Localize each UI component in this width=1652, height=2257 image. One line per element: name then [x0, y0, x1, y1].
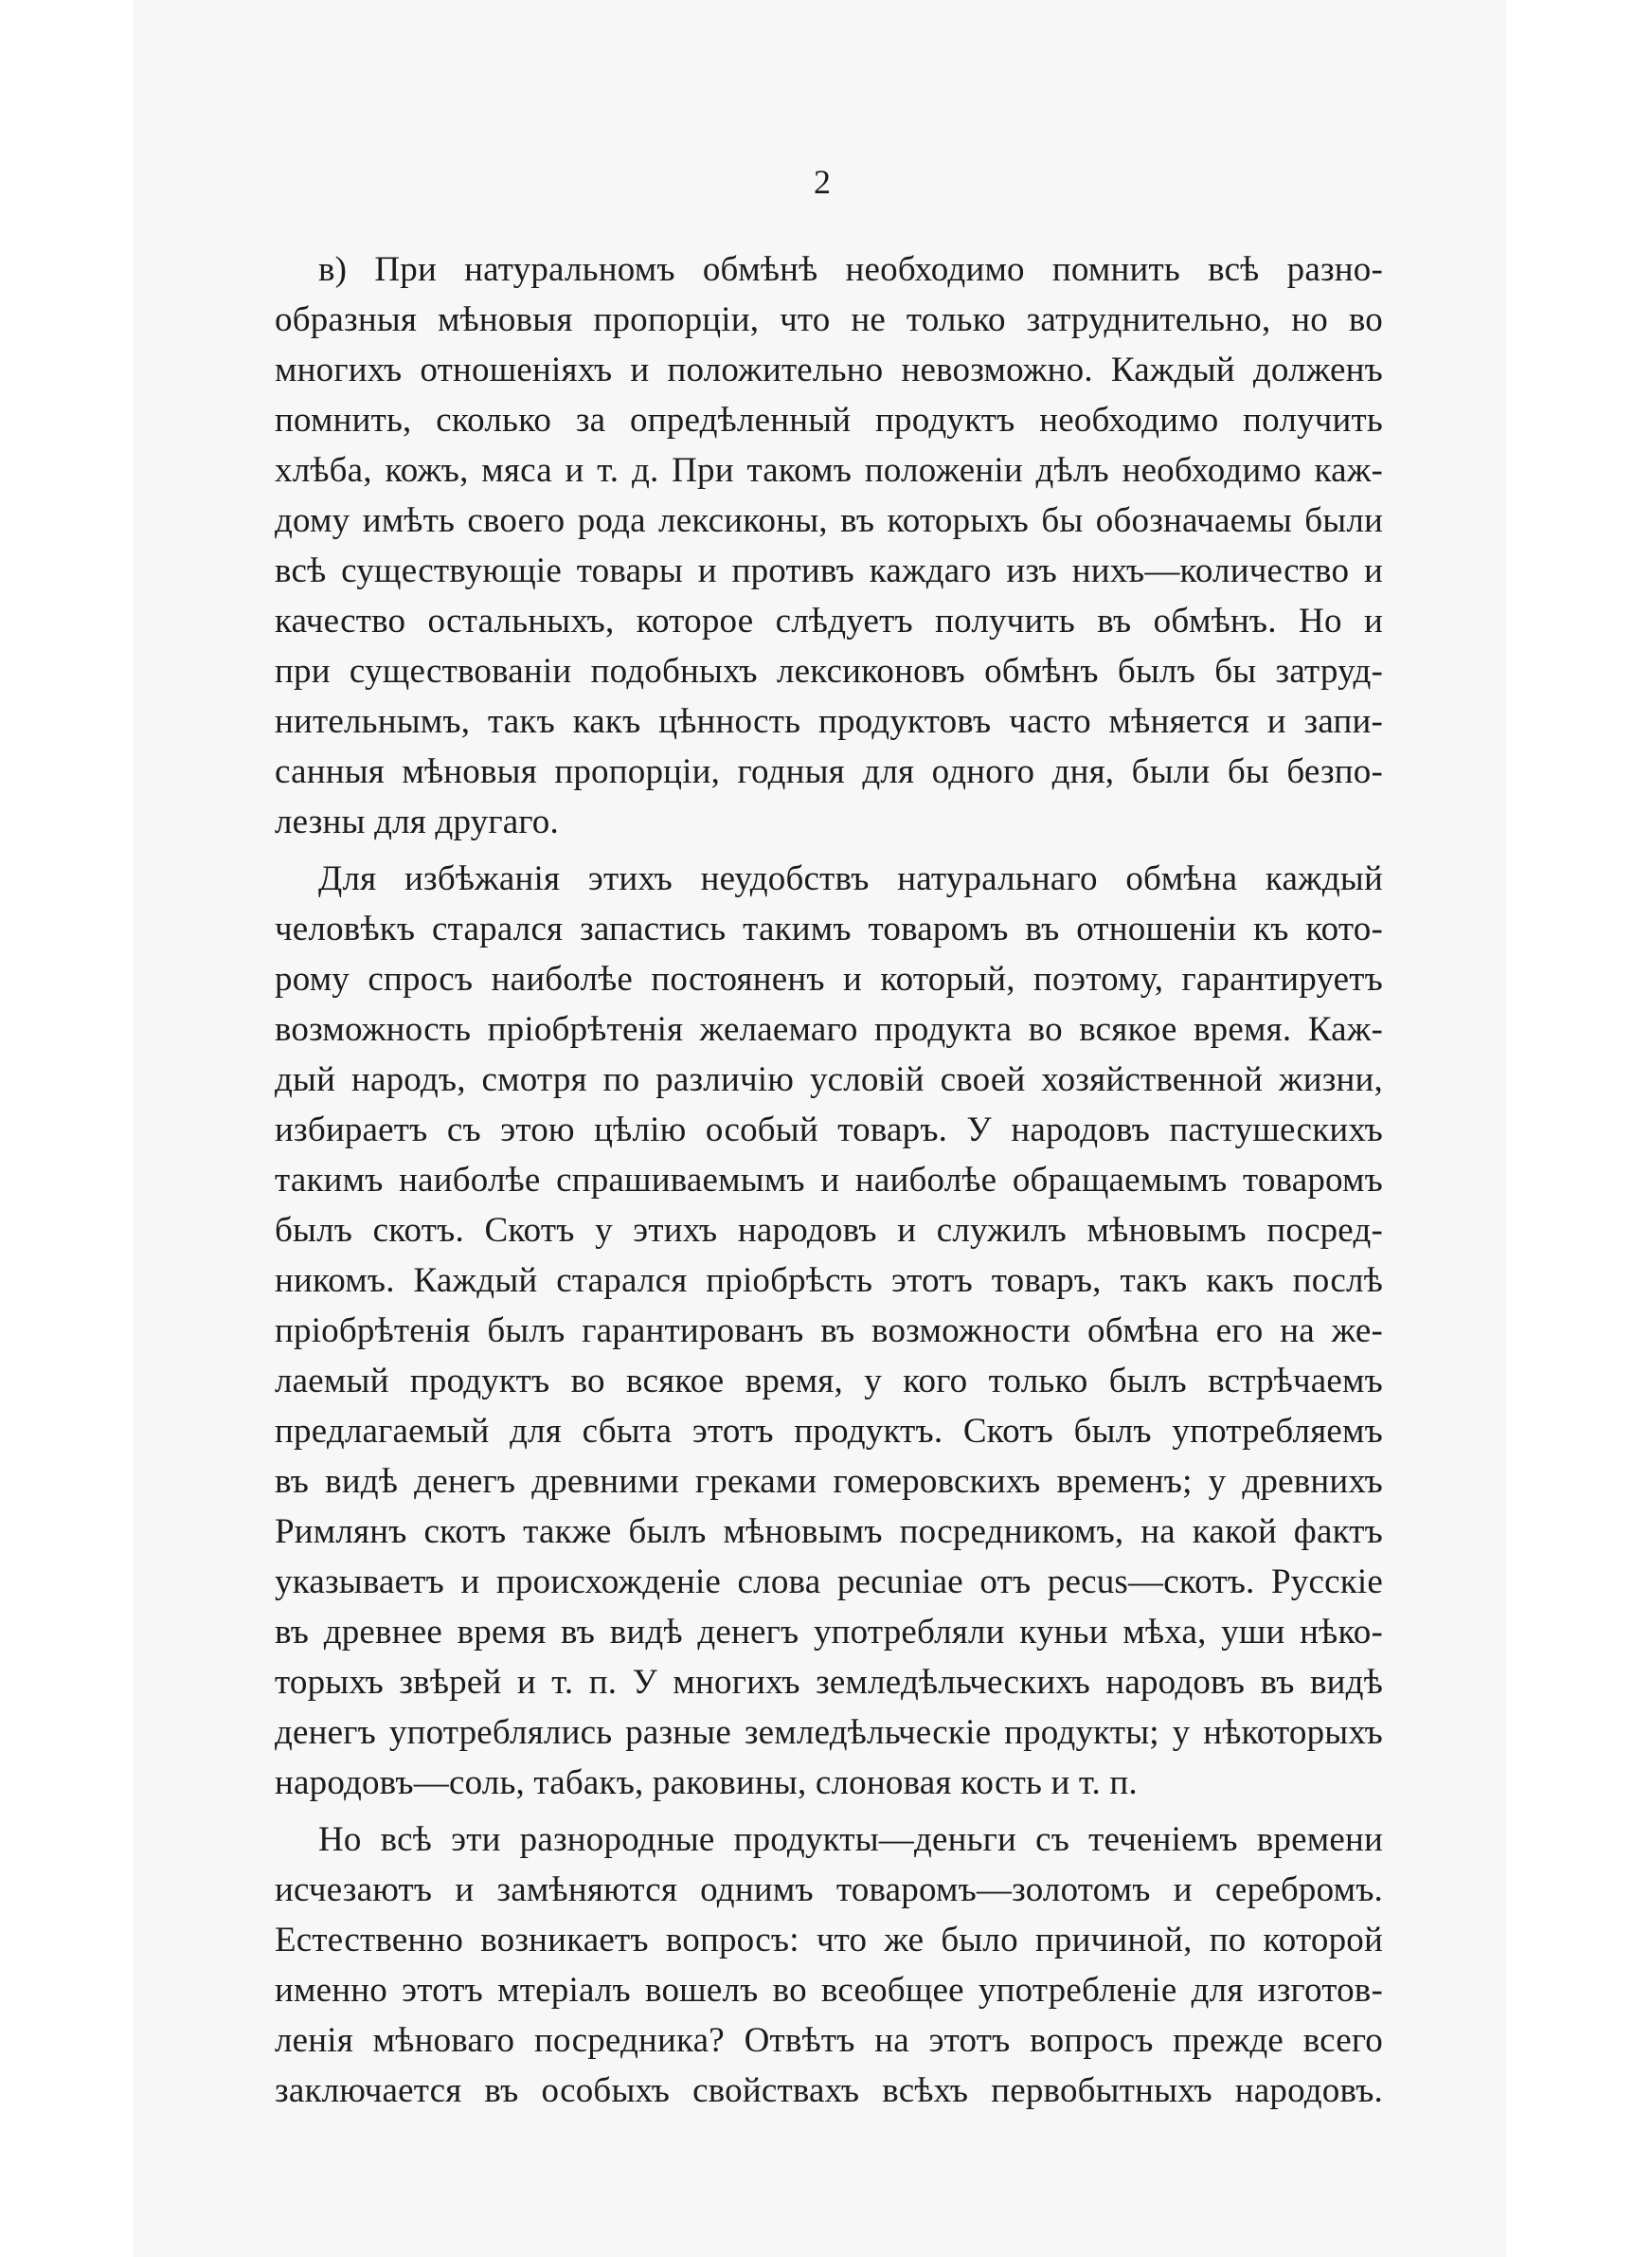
- text-line: торыхъ звѣрей и т. п. У многихъ земледѣльческихъ народовъ въ видѣ: [275, 1663, 1383, 1702]
- text-line: Для избѣжанія этихъ неудобствъ натуральнаго обмѣна каждый: [318, 859, 1383, 898]
- paragraph: [275, 1815, 1383, 2116]
- text-line: человѣкъ старался запастись такимъ товаромъ въ отношеніи къ кото-: [275, 910, 1383, 948]
- text-line: ленія мѣноваго посредника? Отвѣтъ на этотъ вопросъ прежде всего: [275, 2021, 1383, 2060]
- text-line: народовъ—соль, табакъ, раковины, слоновая кость и т. п.: [275, 1763, 1138, 1802]
- text-line: всѣ существующіе товары и противъ каждаго изъ нихъ—количество и: [275, 551, 1383, 590]
- text-line: именно этотъ мтеріалъ вошелъ во всеобщее употребленіе для изготов-: [275, 1971, 1383, 2010]
- text-line: предлагаемый для сбыта этотъ продуктъ. Скотъ былъ употребляемъ: [275, 1412, 1383, 1451]
- text-line: хлѣба, кожъ, мяса и т. д. При такомъ положеніи дѣлъ необходимо каж-: [275, 451, 1383, 490]
- text-line: при существованіи подобныхъ лексиконовъ обмѣнъ былъ бы затруд-: [275, 652, 1383, 691]
- text-line: Но всѣ эти разнородные продукты—деньги съ теченіемъ времени: [318, 1820, 1383, 1859]
- text-line: такимъ наиболѣе спрашиваемымъ и наиболѣе обращаемымъ товаромъ: [275, 1161, 1383, 1200]
- text-line: былъ скотъ. Скотъ у этихъ народовъ и служилъ мѣновымъ посред-: [275, 1211, 1383, 1250]
- body-text: [275, 244, 1383, 2116]
- text-line: пріобрѣтенія былъ гарантированъ въ возможности обмѣна его на же-: [275, 1311, 1383, 1350]
- text-line: указываетъ и происхожденіе слова pecuniae отъ pecus—скотъ. Русскіе: [275, 1562, 1383, 1601]
- text-line: рому спросъ наиболѣе постояненъ и который, поэтому, гарантируетъ: [275, 960, 1383, 999]
- text-line: никомъ. Каждый старался пріобрѣсть этотъ товаръ, такъ какъ послѣ: [275, 1261, 1383, 1300]
- text-line: лаемый продуктъ во всякое время, у кого только былъ встрѣчаемъ: [275, 1362, 1383, 1400]
- text-line: избираетъ съ этою цѣлію особый товаръ. У народовъ пастушескихъ: [275, 1110, 1383, 1149]
- text-line: дый народъ, смотря по различію условій своей хозяйственной жизни,: [275, 1060, 1383, 1099]
- page-number: 2: [814, 163, 831, 201]
- text-line: образныя мѣновыя пропорціи, что не только затруднительно, но во: [275, 300, 1383, 339]
- text-line: денегъ употреблялись разные земледѣльческіе продукты; у нѣкоторыхъ: [275, 1713, 1383, 1752]
- paragraph: [275, 854, 1383, 1808]
- text-line: возможность пріобрѣтенія желаемаго продукта во всякое время. Каж-: [275, 1010, 1383, 1049]
- text-line: нительнымъ, такъ какъ цѣнность продуктовъ часто мѣняется и запи-: [275, 702, 1383, 741]
- paragraph: [275, 244, 1383, 847]
- text-line: Естественно возникаетъ вопросъ: что же было причиной, по которой: [275, 1921, 1383, 1959]
- text-line: исчезаютъ и замѣняются однимъ товаромъ—золотомъ и серебромъ.: [275, 1870, 1383, 1909]
- text-line: Римлянъ скотъ также былъ мѣновымъ посредникомъ, на какой фактъ: [275, 1512, 1383, 1551]
- text-line: въ видѣ денегъ древними греками гомеровскихъ временъ; у древнихъ: [275, 1462, 1383, 1501]
- text-line: заключается въ особыхъ свойствахъ всѣхъ первобытныхъ народовъ.: [275, 2071, 1383, 2110]
- text-line: санныя мѣновыя пропорціи, годныя для одного дня, были бы безпо-: [275, 752, 1383, 791]
- text-line: качество остальныхъ, которое слѣдуетъ получить въ обмѣнъ. Но и: [275, 602, 1383, 641]
- text-line: дому имѣть своего рода лексиконы, въ которыхъ бы обозначаемы были: [275, 501, 1383, 540]
- text-line: помнить, сколько за опредѣленный продуктъ необходимо получить: [275, 401, 1383, 440]
- text-line: многихъ отношеніяхъ и положительно невозможно. Каждый долженъ: [275, 351, 1383, 389]
- text-line: въ древнее время въ видѣ денегъ употребляли куньи мѣха, уши нѣко-: [275, 1613, 1383, 1652]
- text-line: в) При натуральномъ обмѣнѣ необходимо помнить всѣ разно-: [318, 250, 1383, 289]
- text-line: лезны для другаго.: [275, 803, 559, 841]
